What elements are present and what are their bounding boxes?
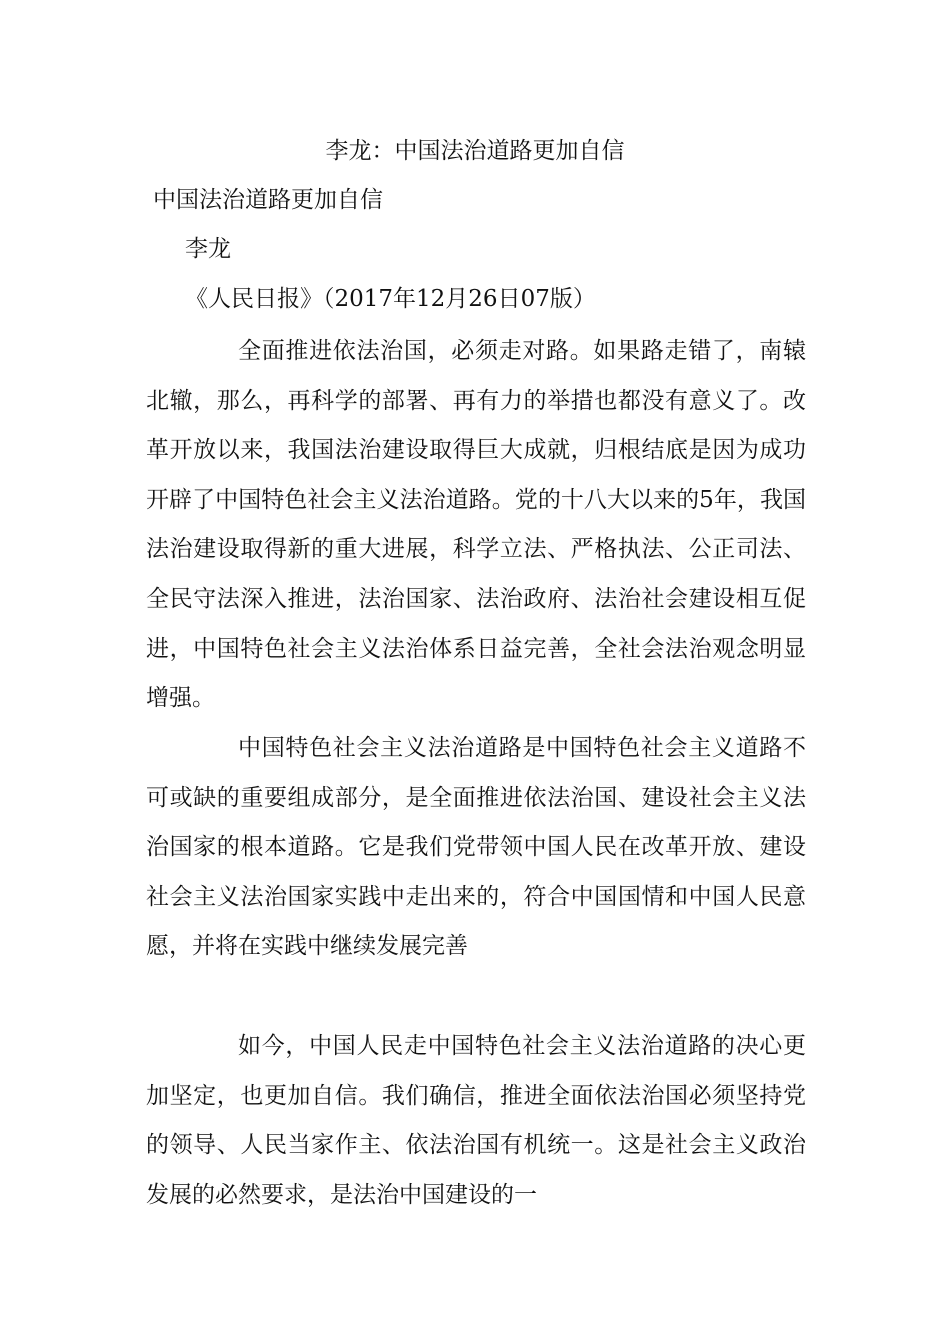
body-paragraph-1: 全面推进依法治国，必须走对路。如果路走错了，南辕北辙，那么，再科学的部署、再有力的举措也都没有意义了。改革开放以来，我国法治建设取得巨大成就，归根结底是因为成功开辟了中国特色社会主义法治道路。党的十八大以来的5年，我国法治建设取得新的重大进展，科学立法、严格执法、公正司法、全民守法深入推进，法治国家、法治政府、法治社会建设相互促进，中国特色社会主义法治体系日益完善，全社会法治观念明显增强。 [146,338,806,712]
article-source: 《人民日报》（2017年12月26日07版） [185,286,596,312]
article-subtitle: 中国法治道路更加自信 [153,187,383,213]
article-title: 李龙：中国法治道路更加自信 [325,138,625,164]
body-paragraph-3: 如今，中国人民走中国特色社会主义法治道路的决心更加坚定，也更加自信。我们确信，推进全面依法治国必须坚持党的领导、人民当家作主、依法治国有机统一。这是社会主义政治发展的必然要求，是法治中国建设的一 [146,1033,806,1208]
body-paragraph-2: 中国特色社会主义法治道路是中国特色社会主义道路不可或缺的重要组成部分，是全面推进依法治国、建设社会主义法治国家的根本道路。它是我们党带领中国人民在改革开放、建设社会主义法治国家实践中走出来的，符合中国国情和中国人民意愿，并将在实践中继续发展完善 [146,735,806,960]
article-author: 李龙 [185,236,231,262]
